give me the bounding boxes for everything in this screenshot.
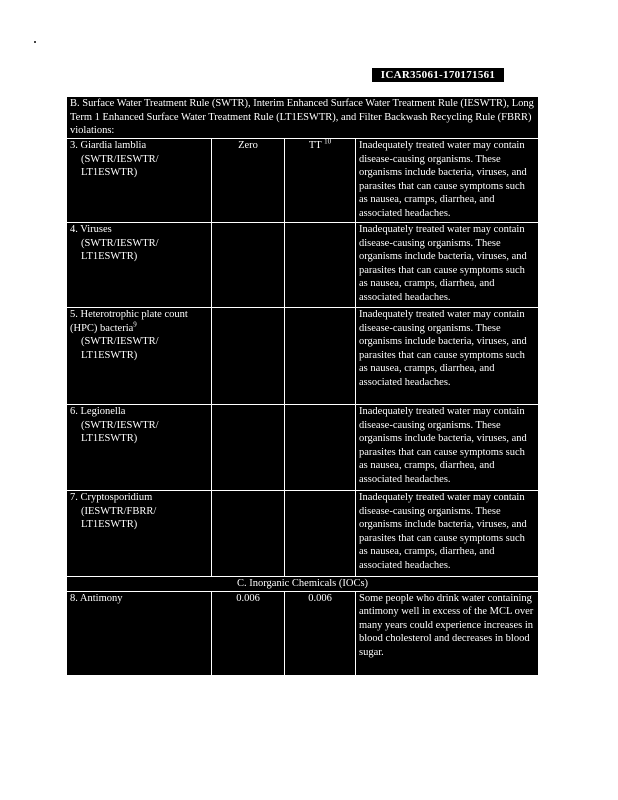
document-id: ICAR35061-170171561: [372, 68, 504, 82]
rule-label: (SWTR/IESWTR/ LT1ESWTR): [81, 237, 159, 263]
health-effects-cell: Inadequately treated water may contain disease-causing organisms. These organisms include bacteria, viruses, and parasites that can cause symptoms such as nausea, cramps, diarrhea, and associated headaches.: [356, 491, 539, 577]
rule-label: (SWTR/IESWTR/ LT1ESWTR): [81, 419, 159, 445]
table-row: [67, 223, 539, 308]
table-row: [67, 139, 539, 223]
table-row: [67, 405, 539, 491]
health-effects-cell: Inadequately treated water may contain disease-causing organisms. These organisms include bacteria, viruses, and parasites that can cause symptoms such as nausea, cramps, diarrhea, and associated headaches.: [356, 139, 539, 223]
mcl-cell: [285, 223, 356, 308]
contaminant-name: 3. Giardia lamblia: [70, 140, 147, 151]
mcl-cell: [285, 405, 356, 491]
table-row: [67, 308, 539, 405]
health-effects-cell: Inadequately treated water may contain disease-causing organisms. These organisms include bacteria, viruses, and parasites that can cause symptoms such as nausea, cramps, diarrhea, and associated headaches.: [356, 308, 539, 405]
table-row: [67, 491, 539, 577]
mclg-cell: [212, 223, 285, 308]
section-c-heading: C. Inorganic Chemicals (IOCs): [67, 577, 539, 592]
health-effects-cell: Inadequately treated water may contain disease-causing organisms. These organisms include bacteria, viruses, and parasites that can cause symptoms such as nausea, cramps, diarrhea, and associated headaches.: [356, 405, 539, 491]
mclg-cell: Zero: [212, 139, 285, 223]
health-effects-cell: Inadequately treated water may contain disease-causing organisms. These organisms include bacteria, viruses, and parasites that can cause symptoms such as nausea, cramps, diarrhea, and associated headaches.: [356, 223, 539, 308]
mcl-cell: [285, 491, 356, 577]
contaminant-name: 6. Legionella: [70, 406, 126, 417]
contaminant-name: 5. Heterotrophic plate count (HPC) bacteria: [70, 309, 188, 334]
mcl-value: TT: [308, 140, 322, 151]
mclg-cell: [212, 308, 285, 405]
contaminant-cell: [67, 139, 212, 223]
rule-label: (SWTR/IESWTR/ LT1ESWTR): [81, 336, 159, 361]
mclg-cell: 0.006: [212, 591, 285, 675]
contaminant-cell: [67, 591, 212, 675]
health-effects-cell: Some people who drink water containing antimony well in excess of the MCL over many years could experience increases in blood cholesterol and decreases in blood sugar.: [356, 591, 539, 675]
mcl-cell: 0.006: [285, 591, 356, 675]
rule-label: (SWTR/IESWTR/ LT1ESWTR): [81, 153, 159, 179]
rule-label: (IESWTR/FBRR/ LT1ESWTR): [81, 505, 157, 531]
contaminant-cell: [67, 223, 212, 308]
scan-speck: [34, 41, 36, 43]
section-b-row: [67, 97, 539, 139]
contaminant-name: 7. Cryptosporidium: [70, 492, 153, 503]
table-row: [67, 591, 539, 675]
contaminant-table: [66, 96, 539, 676]
mcl-cell: [285, 139, 356, 223]
footnote-marker: 10: [324, 138, 332, 146]
mcl-cell: [285, 308, 356, 405]
contaminant-name: 4. Viruses: [70, 224, 112, 235]
section-c-row: [67, 577, 539, 592]
contaminant-cell: [67, 491, 212, 577]
section-b-heading: B. Surface Water Treatment Rule (SWTR), Interim Enhanced Surface Water Treatment Rule (IESWTR), Long Term 1 Enhanced Surface Water Treatment Rule (LT1ESWTR), and Filter Backwash Recycling Rule (FBRR) violations:: [67, 97, 539, 139]
mclg-cell: [212, 491, 285, 577]
mclg-cell: [212, 405, 285, 491]
footnote-marker: 9: [133, 320, 137, 329]
contaminant-cell: [67, 308, 212, 405]
contaminant-name: 8. Antimony: [70, 592, 123, 604]
contaminant-cell: [67, 405, 212, 491]
